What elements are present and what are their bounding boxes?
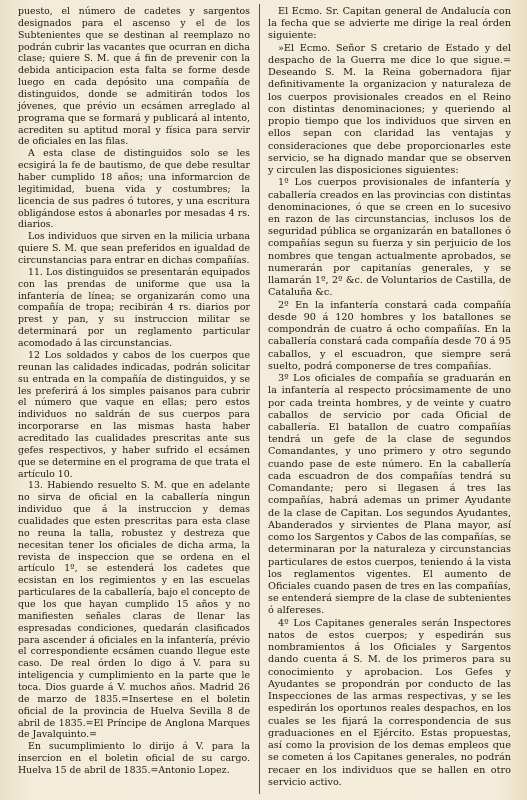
column-divider	[259, 4, 260, 794]
paragraph: 4º Los Capitanes generales serán Inspectores natos de estos cuerpos; y espedirán sus nombramientos á los Oficiales y Sargentos dando cuenta á S. M. de los primeros para su conocimiento y aprobacion. Los Gefes y Ayudantes se propondrán por conducto de las Inspecciones de las armas respectivas, y se les espedirán los oportunos reales despachos, en los cuales se les fijará la correspondencia de sus graduaciones en el Ejército. Estas propuestas, así como la provision de los demas empleos que se cometen á los Capitanes generales, no podrán recaer en los individuos que se hallen en otro servicio activo.	[268, 617, 511, 788]
paragraph: puesto, el número de cadetes y sargentos designados para el ascenso y el de los Subtenientes que se destinan al reemplazo no podrán cubrir las vacantes que ocurran en dicha clase; quiere S. M. que á fin de prevenir con la debida anticipacion esta falta se forme desde luego en cada depósito una compañía de distinguidos, donde se admitirán todos los jóvenes, que prévio un ecsámen arreglado al programa que se formará y publicará al intento, acrediten su aptitud moral y física para servir de oficiales en las filas.	[18, 6, 250, 148]
paragraph: Los individuos que sirven en la milicia urbana quiere S. M. que sean preferidos en igualdad de circunstancias para entrar en dichas compañías.	[18, 231, 250, 267]
paragraph: 11. Los distinguidos se presentarán equipados con las prendas de uniforme que usa la infantería de línea; se organizarán como una compañía de tropa; recibirán 4 rs. diarios por prest y pan, y su instruccion militar se determinará por un reglamento particular acomodado á las circunstancias.	[18, 266, 250, 350]
paragraph: 1º Los cuerpos provisionales de infantería y caballería creados en las provincias con distintas denominaciones, ó que se creen en lo sucesivo en razon de las circunstancias, inclusos los de seguridad pública se organizarán en batallones ó compañías segun su fuerza y sin perjuicio de los nombres que tengan actualmente aprobados, se numerarán por capitanías generales, y se llamarán 1º, 2º &c. de Voluntarios de Castilla, de Cataluña &c.	[268, 177, 511, 299]
right-column	[268, 6, 511, 789]
paragraph: 2º En la infantería constará cada compañía desde 90 á 120 hombres y los batallones se compondrán de cuatro á ocho compañías. En la caballería constará cada compañía desde 70 á 95 caballos, y el escuadron, que siempre será suelto, podrá componerse de tres compañías.	[268, 299, 511, 372]
signature-paragraph: En sucumplimiento lo dirijo á V. para la insercion en el boletin oficial de su cargo. Huelva 15 de abril de 1835.=Antonio Lopez.	[18, 741, 250, 776]
left-column	[18, 6, 250, 777]
paragraph: 13. Habiendo resuelto S. M. que en adelante no sirva de oficial en la caballería ningun individuo que á la instruccion y demas cualidades que esten prescritas para esta clase no reuna la talla, robustez y destreza que necesitan tener los oficiales de dicha arma, la revista de inspeccion que se ordena en el artículo 1º, se estenderá los cadetes que ecsistan en los regimientos y en las escuelas particulares de la caballería, bajo el concepto de que los que hayan cumplido 15 años y no manifiesten señales claras de llenar las espresadas condiciones, quedarán clasificados para ascender á oficiales en la infantería, prévio el correspondiente ecsámen cuando llegue este caso. De real órden lo digo á V. para su inteligencia y cumplimiento en la parte que le toca. Dios guarde á V. muchos años. Madrid 26 de marzo de 1835.=Insertese en el boletin oficial de la provincia de Huelva Sevilla 8 de abril de 1835.=El Príncipe de Anglona Marques de Javalquinto.=	[18, 480, 250, 741]
paragraph: »El Ecmo. Señor S cretario de Estado y del despacho de la Guerra me dice lo que sigue.= Deseando S. M. la Reina gobernadora fijar definitivamente la organizacion y naturaleza de los cuerpos provisionales creados en el Reino con distintas denominaciones; y queriendo al propio tiempo que los individuos que sirven en ellos sepan con claridad las ventajas y consideraciones que debe proporcionarles este servicio, se ha dignado mandar que se observen y circulen las disposiciones siguientes:	[268, 42, 511, 177]
paragraph: 12 Los soldados y cabos de los cuerpos que reunan las calidades indicadas, podrán solicitar su entrada en la compañía de distinguidos, y se les preferirá á los simples paisanos para cubrir el número que vaque en ellas; pero estos individuos no saldrán de sus cuerpos para incorporarse en las mismas hasta haber acreditado las cualidades prescritas ante sus gefes respectivos, y haber sufrido el ecsámen que se determine en el programa de que trata el artículo 10.	[18, 349, 250, 480]
paragraph: 3º Los oficiales de compañía se graduarán en la infantería al respecto prócsimamente de uno por cada treinta hombres, y de veinte y cuatro caballos de servicio por cada Oficial de caballería. El batallon de cuatro compañías tendrá un gefe de la clase de segundos Comandantes, y uno primero y otro segundo cuando pase de este número. En la caballería cada escuadron de dos compañías tendrá su Comandante; pero si llegasen á tres las compañías, habrá ademas un primer Ayudante de la clase de Capitan. Los segundos Ayudantes, Abanderados y sirvientes de Plana mayor, así como los Sargentos y Cabos de las compañías, se determinaran por la naturaleza y circunstancias particulares de estos cuerpos, teniendo á la vista los reglamentos vigentes. El aumento de Oficiales cuando pasen de tres en las compañías, se entenderá siempre de la clase de subtenientes ó alfereses.	[268, 373, 511, 617]
paragraph: El Ecmo. Sr. Capitan general de Andalucía con la fecha que se advierte me dirige la real órden siguiente:	[268, 6, 511, 42]
paragraph: A esta clase de distinguidos solo se les ecsigirá la fe de bautismo, de que debe resultar haber cumplido 18 años; una informarcion de legitimidad, buena vida y costumbres; la licencia de sus padres ó tutores, y una escritura obligándose estos á abonarles por mesadas 4 rs. diarios.	[18, 148, 250, 231]
